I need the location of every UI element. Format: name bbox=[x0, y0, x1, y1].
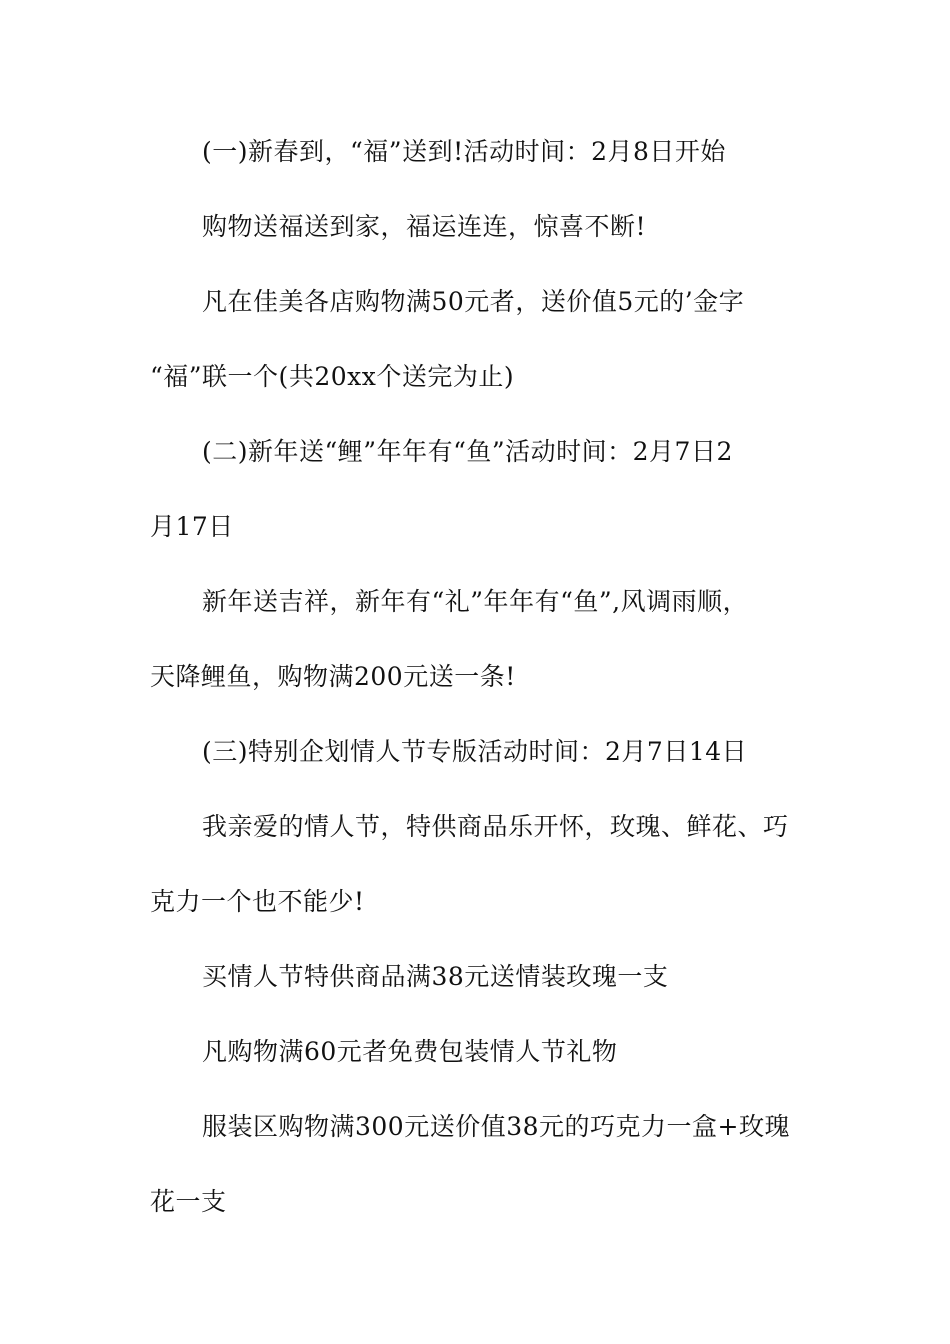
paragraph-line: 购物送福送到家，福运连连，惊喜不断! bbox=[202, 212, 647, 241]
paragraph-line: “福”联一个(共20xx个送完为止) bbox=[150, 362, 515, 391]
paragraph-line: 新年送吉祥，新年有“礼”年年有“鱼”,风调雨顺， bbox=[202, 587, 749, 616]
section-3-heading: (三)特别企划情人节专版活动时间：2月7日14日 bbox=[202, 737, 748, 766]
paragraph-line: 凡在佳美各店购物满50元者，送价值5元的’金字 bbox=[202, 287, 745, 316]
paragraph-line: 服装区购物满300元送价值38元的巧克力一盒+玫瑰 bbox=[202, 1112, 790, 1141]
paragraph-line: 买情人节特供商品满38元送情装玫瑰一支 bbox=[202, 962, 669, 991]
section-1-heading: (一)新春到，“福”送到!活动时间：2月8日开始 bbox=[202, 137, 726, 166]
paragraph-line: 凡购物满60元者免费包装情人节礼物 bbox=[202, 1037, 618, 1066]
paragraph-line: 天降鲤鱼，购物满200元送一条! bbox=[150, 662, 516, 691]
paragraph-line: 克力一个也不能少! bbox=[150, 887, 365, 916]
paragraph-line: 我亲爱的情人节，特供商品乐开怀，玫瑰、鲜花、巧 bbox=[202, 812, 789, 841]
paragraph-line: 花一支 bbox=[150, 1187, 227, 1216]
section-2-heading: (二)新年送“鲤”年年有“鱼”活动时间：2月7日2 bbox=[202, 437, 733, 466]
paragraph-line: 月17日 bbox=[150, 512, 234, 541]
